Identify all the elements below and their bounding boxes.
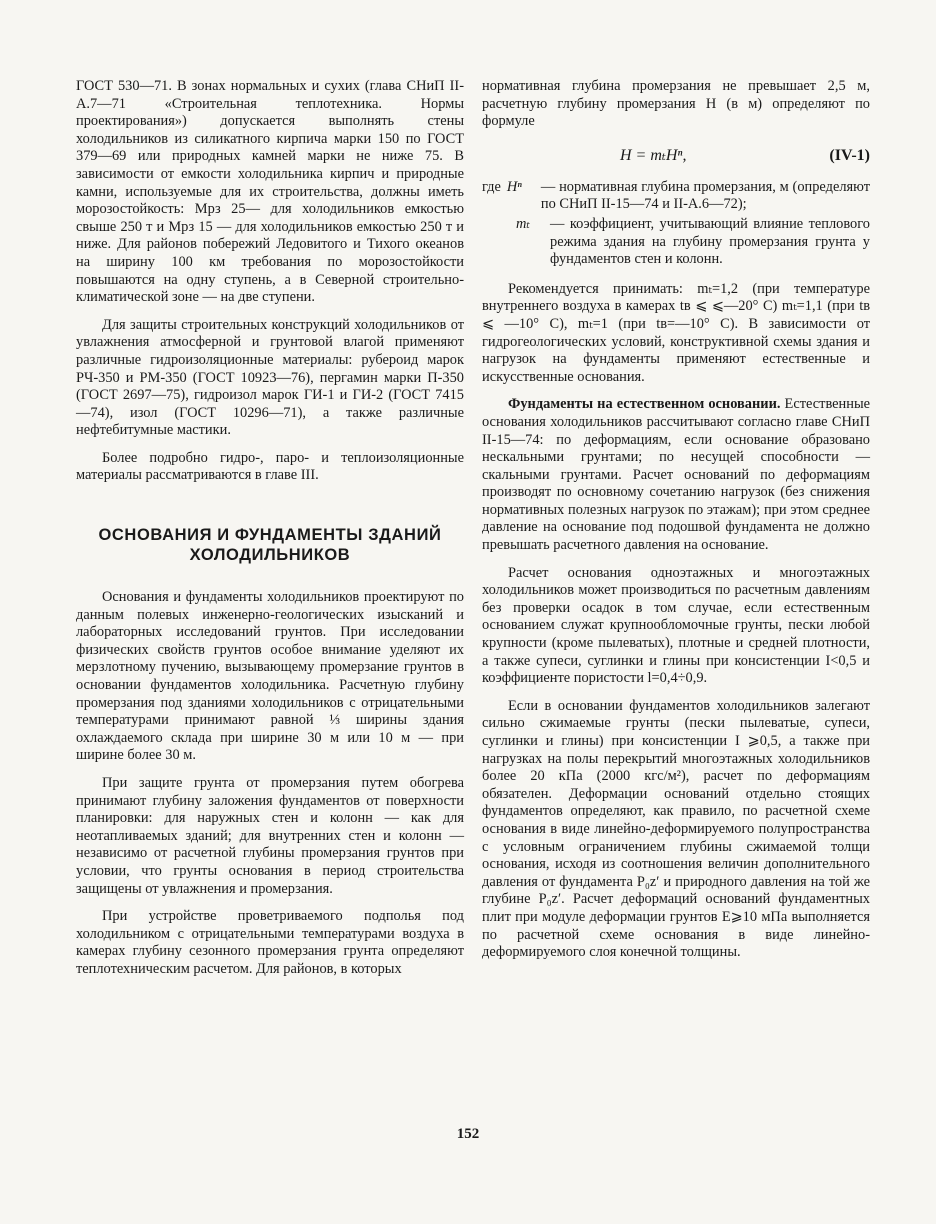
definition-row: [482, 216, 870, 269]
definition-symbol: mₜ: [516, 215, 530, 232]
right-column: [482, 78, 870, 972]
paragraph: [482, 396, 870, 554]
definition-row: [482, 179, 870, 214]
paragraph: Для защиты строительных конструкций холодильников от увлажнения атмосферной и грунтовой влагой применяют различные гидроизоляционные материалы: рубероид марок РЧ-350 и РМ-350 (ГОСТ 10923—76), пергамин марки П-350 (ГОСТ 2697—75), гидроизол марок ГИ-1 и ГИ-2 (ГОСТ 7415—74), изол (ГОСТ 10296—71), а также различные нефтебитумные мастики.: [76, 316, 464, 439]
section-heading: ОСНОВАНИЯ И ФУНДАМЕНТЫ ЗДАНИЙ ХОЛОДИЛЬНИКОВ: [98, 526, 442, 565]
definition-text: — нормативная глубина промерзания, м (определяют по СНиП II-15—74 и II-А.6—72);: [540, 178, 870, 213]
definition-text: — коэффициент, учитывающий влияние теплового режима здания на глубину промерзания грунта у фундаментов стен и колонн.: [550, 215, 870, 268]
left-column: [76, 78, 464, 989]
paragraph-body: Естественные основания холодильников рассчитывают согласно главе СНиП II-15—74: по деформациям, если основание образовано нескальными грунтами; по несущей способности — скальными грунтами. Расчет оснований по деформациям производят по основному сочетанию нагрузок (без снижения нормативных полезных нагрузок по этажам); при этом среднее давление на основание под подошвой фундамента не должно превышать расчетного давления на основание.: [482, 396, 871, 554]
paragraph: Более подробно гидро-, паро- и теплоизоляционные материалы рассматриваются в главе III.: [76, 449, 464, 484]
paragraph: При защите грунта от промерзания путем обогрева принимают глубину заложения фундаментов от поверхности планировки: для наружных стен и колонн — как для неотапливаемых зданий; для внутренних стен и колонн — независимо от расчетной глубины промерзания грунтов при условии, что грунты основания в период строительства защищены от увлажнения и промерзания.: [76, 775, 464, 897]
formula: [482, 145, 870, 165]
paragraph: ГОСТ 530—71. В зонах нормальных и сухих (глава СНиП II-А.7—71 «Строительная теплотехника. Нормы проектирования») допускается выполнять стены холодильников из силикатного кирпича марки 150 по ГОСТ 379—69 или природных камней марки не ниже 75. В зависимости от емкости холодильника кирпич и природные камни, используемые для их строительства, должны иметь морозостойкость: Мрз 25— для холодильников емкостью свыше 250 т и Мрз 15 — для холодильников емкостью 250 т и ниже. Для районов побережий Ледовитого и Тихого океанов на ширину 100 км требования по морозостойкости повышаются на одну ступень, а в Северной строительно-климатической зоне — на две ступени.: [76, 78, 464, 306]
paragraph: нормативная глубина промерзания не превышает 2,5 м, расчетную глубину промерзания H (в м) определяют по формуле: [482, 78, 870, 130]
paragraph-lead-heading: Фундаменты на естественном основании.: [508, 396, 781, 413]
formula-expression: H = mₜHⁿ,: [620, 146, 687, 164]
paragraph: Основания и фундаменты холодильников проектируют по данным полевых инженерно-геологических изысканий и лабораторных исследований грунтов. При исследовании физических свойств грунтов особое внимание уделяют их мерзлотному пучению, вызывающему промерзание грунтов в основании фундаментов холодильника. Расчетную глубину промерзания под зданиями холодильников с отрицательными температурами принимают равной ⅓ ширины здания охлаждаемого склада при ширине 30 м или 10 м — при ширине более 30 м.: [76, 589, 464, 764]
definitions-list: [482, 179, 870, 269]
paragraph: При устройстве проветриваемого подполья под холодильником с отрицательными температурами воздуха в камерах глубину сезонного промерзания грунта определяют теплотехническим расчетом. Для районов, в которых: [76, 908, 464, 977]
formula-number: (IV-1): [829, 146, 870, 164]
paragraph: Рекомендуется принимать: mₜ=1,2 (при температуре внутреннего воздуха в камерах tв ⩽ ⩽—20° С) mₜ=1,1 (при tв ⩽ —10° С), mₜ=1 (при tв=—10° С). В зависимости от гидрогеологических условий, конструктивной схемы здания и нагрузок на фундаменты применяют естественные и искусственные основания.: [482, 280, 870, 385]
paragraph: Если в основании фундаментов холодильников залегают сильно сжимаемые грунты (пески пылеватые, супеси, суглинки и глины) при консистенции I ⩾0,5, а также при нагрузках на полы перекрытий многоэтажных холодильников более 20 кПа (2000 кгс/м²), расчет по деформациям обязателен. Деформации оснований отдельно стоящих фундаментов определяют, как правило, по расчетной схеме основания в виде линейно-деформируемого полупространства с условным ограничением глубины сжимаемой толщи основания, исходя из соотношения величин дополнительного давления от фундамента P₀z′ и природного давления на той же глубине P₀z′. Расчет деформаций оснований фундаментных плит при модуле деформации грунтов E⩾10 мПа выполняется по расчетной схеме основания в виде линейно-деформируемого слоя конечной толщины.: [482, 697, 870, 961]
page-number: 152: [456, 1126, 480, 1142]
where-label: где: [482, 178, 501, 195]
paragraph: Расчет основания одноэтажных и многоэтажных холодильников может производиться по расчетным давлениям без проверки осадок в том случае, если естественным основанием служат крупнообломочные грунты, пески любой крупности (кроме пылеватых), плотные и средней плотности, а также супеси, суглинки и глины при консистенции I<0,5 и коэффициенте пористости l=0,4÷0,9.: [482, 564, 870, 687]
definition-symbol: Hⁿ: [506, 178, 522, 195]
